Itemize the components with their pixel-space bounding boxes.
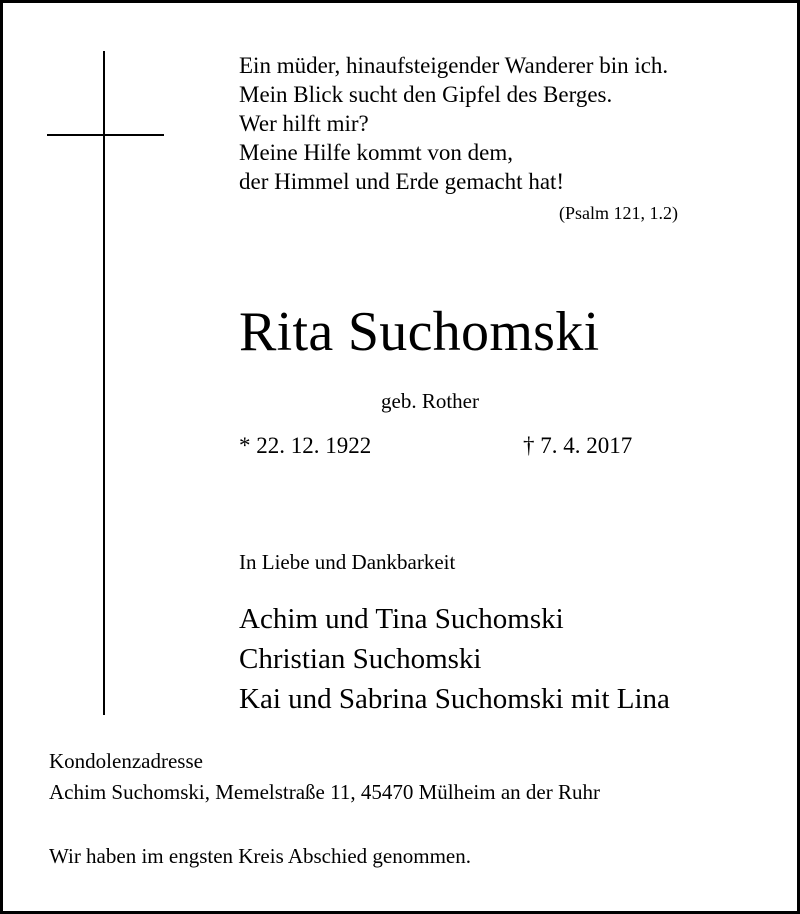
psalm-quote xyxy=(239,51,719,196)
psalm-line: Wer hilft mir? xyxy=(239,111,369,136)
farewell-note: Wir haben im engsten Kreis Abschied genommen. xyxy=(49,844,471,868)
condolence-address: Achim Suchomski, Memelstraße 11, 45470 Mülheim an der Ruhr xyxy=(49,780,600,804)
death-date: † 7. 4. 2017 xyxy=(523,433,633,458)
psalm-source: (Psalm 121, 1.2) xyxy=(559,203,678,223)
psalm-line: Ein müder, hinaufsteigender Wanderer bin ich. xyxy=(239,53,669,78)
psalm-line: Mein Blick sucht den Gipfel des Berges. xyxy=(239,82,613,107)
condolence-label: Kondolenzadresse xyxy=(49,749,203,773)
maiden-name: geb. Rother xyxy=(381,389,479,413)
mourner-item: Christian Suchomski xyxy=(239,643,482,675)
mourners-list xyxy=(239,599,670,719)
cross-icon-vertical-bar xyxy=(103,51,105,715)
psalm-line: der Himmel und Erde gemacht hat! xyxy=(239,169,565,194)
psalm-line: Meine Hilfe kommt von dem, xyxy=(239,140,514,165)
cross-icon-horizontal-bar xyxy=(47,134,164,136)
birth-date: * 22. 12. 1922 xyxy=(239,433,372,458)
dedication-text: In Liebe und Dankbarkeit xyxy=(239,550,456,574)
mourner-item: Achim und Tina Suchomski xyxy=(239,603,564,635)
deceased-name: Rita Suchomski xyxy=(239,301,600,363)
mourner-item: Kai und Sabrina Suchomski mit Lina xyxy=(239,683,670,715)
